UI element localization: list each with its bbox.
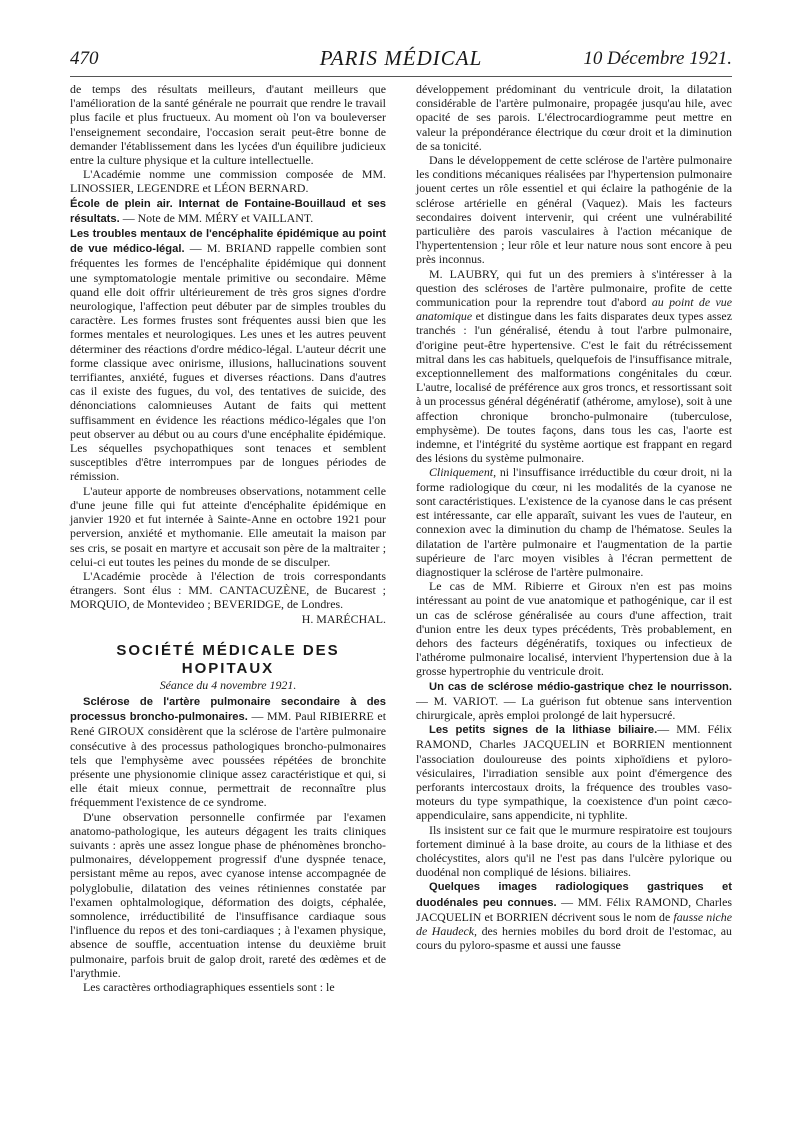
- italic-text: fausse niche de Haudeck,: [416, 909, 732, 938]
- paragraph-heading: Quelques images radiologiques gastriques et duodénales peu connues.: [416, 881, 732, 909]
- paragraph-text: — MM. Félix RAMOND, Charles JACQUELIN et BORRIEN mentionnent l'association douloureuse des points xiphoïdiens et pyloro-vésiculaires, l'irradiation sensible aux point d'émergence des perforants intercostaux droits, la fréquence des troubles vaso-moteurs du type sympathique, la coexistence d'un point cæco-appendiculaire, sans appendicite, ni typhlite.: [416, 722, 732, 823]
- paragraph-heading: Un cas de sclérose médio-gastrique chez le nourrisson.: [429, 680, 732, 693]
- journal-title: PARIS MÉDICAL: [319, 46, 483, 70]
- italic-text: au point de vue anatomique: [416, 295, 732, 324]
- paragraph: Les caractères orthodiagraphiques essentiels sont : le: [83, 979, 335, 994]
- paragraph-text: — MM. Paul RIBIERRE et René GIROUX considèrent que la sclérose de l'artère pulmonaire consécutive à des processus pathologiques broncho-pulmonaires tels que l'emphysème avec poussées répétées de bronchite présente une physionomie clinique assez caractéristique et qui, si elle était mieux connue, permettrait de reconnaître plus fréquemment l'existence de ce syndrome.: [70, 709, 387, 810]
- section-date: Séance du 4 novembre 1921.: [159, 677, 297, 692]
- paragraph-text: — MM. Félix RAMOND, Charles JACQUELIN et BORRIEN décrivent sous le nom de: [416, 894, 732, 924]
- paragraph-text: — M. VARIOT. — La guérison fut obtenue sans intervention chirurgicale, après emploi prolongé de lait hypersucré.: [416, 693, 732, 722]
- paragraph: de temps des résultats meilleurs, d'autant meilleurs que l'amélioration de la santé générale ne pourrait que rendre le travail plus facile et plus fructueux. Au moment où l'on va bouleverser l'enseignement secondaire, l'occasion serait peut-être bonne de demander l'établissement dans les lycées d'un équilibre judicieux entre la culture physique et la culture intellectuelle.: [70, 82, 386, 168]
- page-header: [70, 44, 732, 84]
- paragraph-text: M. LAUBRY, qui fut un des premiers à s'intéresser à la question des scléroses de l'artère pulmonaire, profite de cette communication pour la reprendre tout d'abord: [416, 266, 732, 310]
- paragraph: développement prédominant du ventricule droit, la dilatation considérable de l'artère pulmonaire, propagée jusqu'au hile, avec opacité de ses parois. L'électrocardiogramme peut mettre en valeur la prépondérance électrique du cœur droit et la diminution de sa tonicité.: [416, 82, 732, 153]
- paragraph: [416, 722, 732, 822]
- paragraph-heading: Les petits signes de la lithiase biliaire.: [429, 724, 658, 737]
- paragraph: [70, 226, 386, 484]
- paragraph: L'Académie procède à l'élection de trois correspondants étrangers. Sont élus : MM. CANTACUZÈNE, de Bucarest ; MORQUIO, de Montevideo ; BEVERIDGE, de Londres.: [70, 568, 386, 612]
- paragraph: [416, 267, 732, 466]
- paragraph-text: — Note de MM. MÉRY et VAILLANT.: [119, 210, 314, 225]
- paragraph: L'auteur apporte de nombreuses observations, notamment celle d'une jeune fille qui fut atteinte d'encéphalite épidémique en janvier 1920 et fut internée à Sainte-Anne en octobre 1921 pour perversion, anxiété et mythomanie. Elle ameutait la maison par ses cris, se posait en martyre et accusait son père de la maltraiter ; celui-ci eut toutes les peines du monde de se disculper.: [70, 483, 386, 569]
- paragraph: [70, 196, 386, 226]
- paragraph: Ils insistent sur ce fait que le murmure respiratoire est toujours fortement diminué à la base droite, au cours de la lithiase et des cholécystites, alors qu'il ne l'est pas dans l'ulcère pylorique ou duodénal non compliqué de lésions. biliaires.: [416, 822, 732, 880]
- paragraph: [416, 465, 732, 579]
- paragraph: Dans le développement de cette sclérose de l'artère pulmonaire les conditions mécaniques réalisées par l'hypertension pulmonaire jouent certes un rôle essentiel et qui éclaire la pathogénie de la sclérose artérielle en général (Vaquez). Mais les facteurs secondaires doivent intervenir, qui créent une vulnérabilité particulière des parois vasculaires à l'action mécanique de l'hypertentension ; leur rôle et leur nature nous sont encore à peu près inconnus.: [416, 153, 732, 267]
- paragraph-text: des hernies mobiles du bord droit de l'estomac, au cours du pyloro-spasme et aussi une fausse: [416, 923, 732, 953]
- paragraph: L'Académie nomme une commission composée de MM. LINOSSIER, LEGENDRE et LÉON BERNARD.: [70, 167, 386, 196]
- page-number: 470: [70, 48, 99, 69]
- paragraph-heading: Les troubles mentaux de l'encéphalite épidémique au point de vue médico-légal.: [70, 228, 386, 256]
- paragraph-text: — M. BRIAND rappelle combien sont fréquentes les formes de l'encéphalite épidémique qui donnent une symptomatologie mentale primitive ou secondaire. Même quand elle doit offrir ultérieurement de très gros signes d'ordre neurologique, l'affection peut débuter par de simples troubles du caractère. Les formes frustes sont fréquentes aussi bien que les formes mentales et neurologiques. Les unes et les autres peuvent déterminer des réactions d'ordre médico-légal. L'auteur décrit une forme classique avec onirisme, illusions, hallucinations souvent terrifiantes, anxiété, fugues et diverses réactions. Dans d'autres cas il existe des fugues, du vol, des tentatives de suicide, des dénonciations calomnieuses Autant de faits qui mettent suffisamment en évidence les réactions médico-légales que l'on peut observer au début ou au cours d'une encéphalite épidémique. Les séquelles psychopathiques sont tenaces et semblent susceptibles d'être interrompues par de longues périodes de rémission.: [70, 241, 386, 484]
- issue-date: 10 Décembre 1921.: [583, 48, 732, 69]
- paragraph: D'une observation personnelle confirmée par l'examen anatomo-pathologique, les auteurs dégagent les traits cliniques suivants : après une assez longue phase de phénomènes broncho-pulmonaires, développement progressif d'une dyspnée tenace, persistant même au repos, avec cyanose intense accompagnée de polyglobulie, dilatation des veines rétiniennes constatée par l'examen ophtalmologique, déformation des doigts, céphalée, somnolence, irréductibilité de l'insuffisance cardiaque sous l'influence du repos et des toni-cardiaques ; à l'examen physique, absence de souffle, accentuation intense du deuxième bruit pulmonaire, parfois bruit de galop droit, rareté des œdèmes et de l'arythmie.: [70, 809, 386, 980]
- paragraph: [416, 879, 732, 952]
- author-signature: H. MARÉCHAL.: [301, 611, 386, 626]
- paragraph: Le cas de MM. Ribierre et Giroux n'en est pas moins intéressant au point de vue anatomique et pathogénique, car il est un cas de sclérose généralisée au cours d'une affection, trait d'union entre les deux types précédents, Très probablement, en dehors des facteurs dégénératifs, toxiques ou infectieux de l'athérome pulmonaire localisé, intervient l'hypertension due à la grosse hypertrophie du ventricule droit.: [416, 579, 732, 679]
- paragraph-text: et distingue dans les faits disparates deux types assez tranchés : l'un généralisé, étendu à tout l'arbre pulmonaire, d'origine peut-être hypertensive. C'est le fait du rétrécissement mitral dans les cas habituels, quelquefois de l'insuffisance mitrale, exceptionnellement des malformations congénitales du cœur. L'autre, localisé de préférence aux gros troncs, et ressortissant soit à un processus général dégénératif (athérome, amylose), soit à une affection chronique broncho-pulmonaire (tuberculose, emphysème). De toutes façons, dans tous les cas, l'aorte est indemne, et l'intégrité du système aortique est frappant en regard des lésions du système pulmonaire.: [416, 309, 732, 466]
- left-column: [70, 82, 386, 994]
- section-title: SOCIÉTÉ MÉDICALE DES HOPITAUX: [116, 641, 340, 677]
- right-column: [416, 82, 732, 952]
- italic-text: Cliniquement,: [429, 465, 497, 480]
- paragraph: [70, 694, 386, 810]
- header-rule: [70, 76, 732, 77]
- paragraph-heading: Sclérose de l'artère pulmonaire secondaire à des processus broncho-pulmonaires.: [70, 695, 386, 724]
- paragraph: [416, 679, 732, 723]
- paragraph-heading: École de plein air. Internat de Fontaine-Bouillaud et ses résultats.: [70, 197, 386, 225]
- paragraph-text: ni l'insuffisance irréductible du cœur droit, ni la forme radiologique du cœur, ni les modalités de la cyanose ne sont caractéristiques. L'existence de la cyanose dans le cas présent est intéressante, car elle apparaît, suivant les vues de l'auteur, en connexion avec la diminution du champ de l'hématose. Seules la dilatation de l'artère pulmonaire et l'augmentation de la partie supérieure de l'arc moyen visibles à l'écran permettent de diagnostiquer la sclérose de l'artère pulmonaire.: [416, 465, 732, 579]
